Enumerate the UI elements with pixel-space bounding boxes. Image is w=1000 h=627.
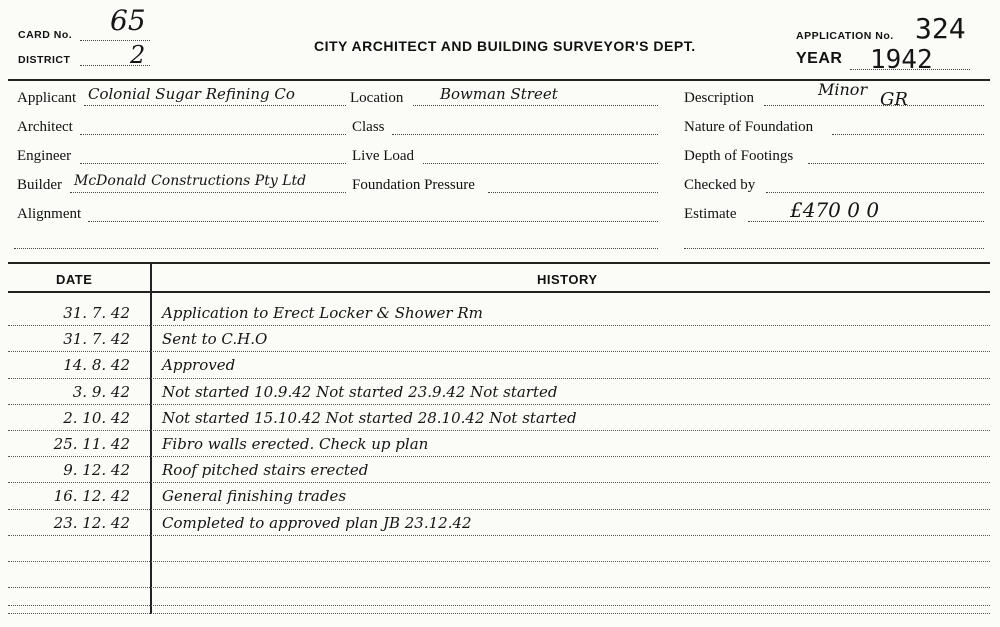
ruled-line xyxy=(8,430,990,431)
checked-by-label: Checked by xyxy=(684,177,756,193)
estimate-label: Estimate xyxy=(684,206,737,222)
description-line xyxy=(764,105,984,106)
builder-label: Builder xyxy=(17,177,62,193)
ruled-line xyxy=(8,535,990,536)
ruled-line xyxy=(8,351,990,352)
department-title: CITY ARCHITECT AND BUILDING SURVEYOR'S DEPT. xyxy=(314,38,696,54)
applicant-value: Colonial Sugar Refining Co xyxy=(88,85,295,103)
card-no-value: 65 xyxy=(110,4,146,37)
table-top-rule xyxy=(8,262,990,264)
row-history-entry: Fibro walls erected. Check up plan xyxy=(162,435,429,453)
class-line xyxy=(392,134,658,135)
district-value: 2 xyxy=(130,41,146,69)
checked-by-line xyxy=(766,192,984,193)
row-date: 9. 12. 42 xyxy=(63,461,130,480)
row-history-entry: Not started 10.9.42 Not started 23.9.42 Not started xyxy=(162,382,558,401)
foundation-pressure-label: Foundation Pressure xyxy=(352,177,475,193)
ruled-line xyxy=(8,456,990,457)
ruled-line xyxy=(8,404,990,405)
foundation-pressure-line xyxy=(488,192,658,193)
ruled-line xyxy=(8,613,990,614)
row-history-entry: Application to Erect Locker & Shower Rm xyxy=(162,304,483,322)
row-history-entry: Sent to C.H.O xyxy=(162,330,268,349)
description-initials: GR xyxy=(880,89,908,110)
row-history-entry: Roof pitched stairs erected xyxy=(162,461,369,480)
year-label: YEAR xyxy=(796,50,843,67)
nature-of-foundation-line xyxy=(832,134,984,135)
depth-of-footings-line xyxy=(808,163,984,164)
location-value: Bowman Street xyxy=(440,85,558,103)
ruled-line xyxy=(8,325,990,326)
location-label: Location xyxy=(350,90,404,106)
row-date: 16. 12. 42 xyxy=(53,487,130,506)
class-label: Class xyxy=(352,119,385,135)
alignment-label: Alignment xyxy=(17,206,82,222)
applicant-line xyxy=(84,105,346,106)
row-history-entry: General finishing trades xyxy=(162,487,347,506)
ruled-line xyxy=(8,561,990,562)
row-history-entry: Not started 15.10.42 Not started 28.10.42 Not started xyxy=(162,408,577,427)
card-no-label: CARD No. xyxy=(18,29,73,41)
ruled-line xyxy=(8,378,990,379)
application-no-label: APPLICATION No. xyxy=(796,30,894,42)
year-value: 1942 xyxy=(870,45,933,75)
builder-value: McDonald Constructions Pty Ltd xyxy=(74,173,307,189)
ruled-line xyxy=(8,587,990,588)
row-date: 14. 8. 42 xyxy=(63,356,130,375)
applicant-label: Applicant xyxy=(17,90,77,106)
builder-line xyxy=(70,192,346,193)
blank-line-left xyxy=(14,248,658,249)
row-date: 2. 10. 42 xyxy=(63,408,130,427)
location-line xyxy=(413,105,658,106)
row-date: 23. 12. 42 xyxy=(53,513,130,532)
row-date: 25. 11. 42 xyxy=(53,435,130,453)
history-column-header: HISTORY xyxy=(537,272,598,287)
date-column-header: DATE xyxy=(56,272,93,287)
row-date: 31. 7. 42 xyxy=(63,304,130,322)
table-bottom-line xyxy=(8,605,990,606)
row-date: 31. 7. 42 xyxy=(63,330,130,349)
depth-of-footings-label: Depth of Footings xyxy=(684,148,794,164)
ruled-line xyxy=(8,509,990,510)
application-no-value: 324 xyxy=(915,12,966,45)
ruled-line xyxy=(8,482,990,483)
alignment-line xyxy=(88,221,658,222)
engineer-line xyxy=(80,163,346,164)
nature-of-foundation-label: Nature of Foundation xyxy=(684,119,814,135)
live-load-label: Live Load xyxy=(352,148,415,164)
estimate-value: £470 0 0 xyxy=(790,198,880,222)
row-date: 3. 9. 42 xyxy=(72,382,130,401)
table-header-rule xyxy=(8,291,990,293)
description-label: Description xyxy=(684,90,754,106)
row-history-entry: Approved xyxy=(162,356,236,375)
engineer-label: Engineer xyxy=(17,148,72,164)
district-label: DISTRICT xyxy=(18,54,71,66)
row-history-entry: Completed to approved plan JB 23.12.42 xyxy=(162,513,472,532)
live-load-line xyxy=(423,163,658,164)
description-value: Minor xyxy=(818,80,868,99)
architect-label: Architect xyxy=(17,119,73,135)
architect-line xyxy=(80,134,346,135)
blank-line-right xyxy=(684,248,984,249)
